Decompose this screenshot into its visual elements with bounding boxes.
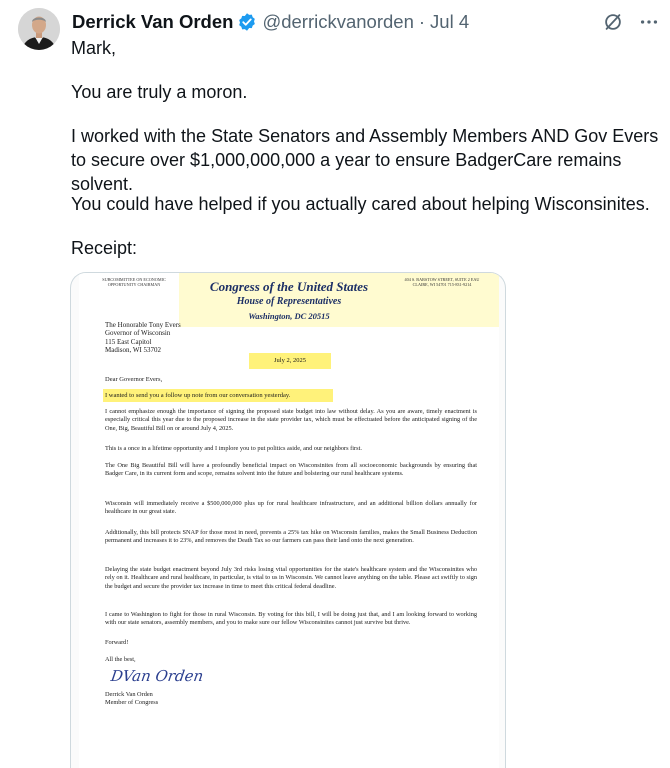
letterhead-subtitle: House of Representatives xyxy=(236,296,342,307)
tweet-header xyxy=(72,10,660,34)
more-options-icon[interactable] xyxy=(638,11,660,33)
recipient-line: Madison, WI 53702 xyxy=(105,346,162,355)
signer-name: Derrick Van Orden xyxy=(105,691,153,698)
verified-badge-icon[interactable] xyxy=(237,12,257,32)
letter-paragraph: This is a once in a lifetime opportunity and I implore you to put politics aside, and our neighbors first. xyxy=(105,445,362,452)
author-handle[interactable]: @derrickvanorden xyxy=(262,11,414,32)
letter-paragraph: Wisconsin will immediately receive a $500,000,000 plus up for rural healthcare infrastructure, and an additional billion dollars annually for healthcare in our great state. xyxy=(105,500,477,516)
letter-paragraph: Delaying the state budget enactment beyond July 3rd risks losing vital opportunities for the state's healthcare system and the Wisconsinites who rely on it. Healthcare and rural healthcare, in particular, is vital to us in Wisconsin. We cannot leave anything on the table. Please act swiftly to sign the budget and secure the provider tax increase in time to meet this critical federal deadline. xyxy=(105,566,477,590)
separator-dot: · xyxy=(418,11,426,32)
attached-letter-image[interactable] xyxy=(70,272,506,768)
signature-text: DVan Orden xyxy=(109,667,205,685)
letterhead-city: Washington, DC 20515 xyxy=(248,311,330,321)
recipient-line: Governor of Wisconsin xyxy=(105,329,171,338)
letter-closing: All the best, xyxy=(105,656,136,663)
letter-paragraph: The One Big Beautiful Bill will have a profoundly beneficial impact on Wisconsinites from all socioeconomic backgrounds by ensuring that Badger Care, in its current form and scope, remains solvent into the future and bolstering our rural healthcare systems. xyxy=(105,462,477,478)
highlighted-line: I wanted to send you a follow up note from our conversation yesterday. xyxy=(103,389,333,402)
letterhead-title: Congress of the United States xyxy=(209,279,369,294)
letterhead-committee: SUBCOMMITTEE ON ECONOMIC OPPORTUNITY CHAIRMAN xyxy=(102,277,166,287)
avatar[interactable] xyxy=(18,8,60,50)
tweet-paragraph: You are truly a moron. xyxy=(71,82,248,102)
recipient-line: 115 East Capitol xyxy=(105,337,152,346)
signer-title: Member of Congress xyxy=(105,699,159,707)
recipient-address xyxy=(105,321,181,355)
letter-paragraph: I came to Washington to fight for those in rural Wisconsin. By voting for this bill, I will be doing just that, and I am looking forward to working with our state senators, assembly members, and you to make sure our fellow Wisconsinites cannot just survive but thrive. xyxy=(105,611,477,627)
letter-paragraph: I cannot emphasize enough the importance of signing the proposed state budget into law without delay. As you are aware, timely enactment is especially critical this year due to the proposed increase in the state provider tax, which must be effectuated before the anticipated signing of the One, Big, Beautiful Bill on or around July 4, 2025. xyxy=(105,408,477,432)
recipient-line: The Honorable Tony Evers xyxy=(105,321,181,329)
tweet-date[interactable]: Jul 4 xyxy=(430,11,470,32)
tweet-paragraph: Mark, xyxy=(71,38,116,58)
author-name[interactable]: Derrick Van Orden xyxy=(72,11,234,32)
letter-paragraph: Additionally, this bill protects SNAP for those most in need, prevents a 25% tax hike on Wisconsin families, makes the Small Business Deduction permanent and increases it to 23%, and removes the Death Tax so our farmers can pass their land onto the next generation. xyxy=(105,529,477,545)
letter-forward: Forward! xyxy=(105,639,129,646)
tweet-paragraph: I worked with the State Senators and Assembly Members AND Gov Evers to secure over $1,000,000,000 a year to ensure BadgerCare remains solvent. xyxy=(71,126,659,194)
signer-block xyxy=(105,691,158,708)
letterhead-address: 404 S. BARSTOW STREET, SUITE 2 EAU CLAIRE, WI 54701 715-831-9214 xyxy=(404,277,480,287)
grok-icon[interactable] xyxy=(602,11,624,33)
letter-salutation: Dear Governor Evers, xyxy=(105,376,163,383)
letter-page xyxy=(79,273,499,768)
tweet-paragraph: Receipt: xyxy=(71,238,138,258)
tweet-paragraph: You could have helped if you actually cared about helping Wisconsinites. xyxy=(71,194,650,214)
letter-date: July 2, 2025 xyxy=(249,353,331,369)
